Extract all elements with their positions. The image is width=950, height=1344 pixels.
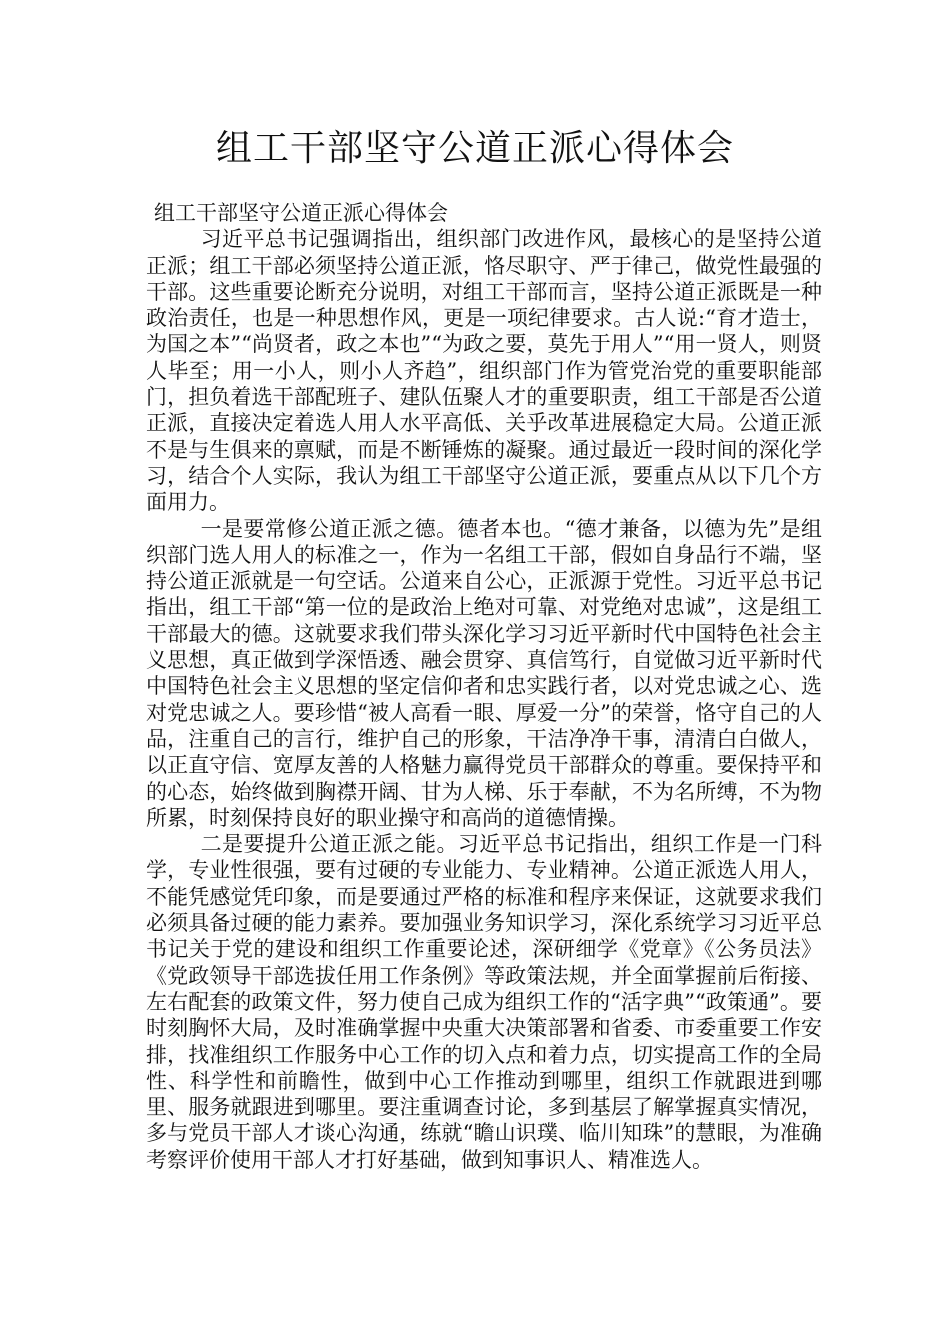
paragraph-intro: 习近平总书记强调指出，组织部门改进作风，最核心的是坚持公道正派；组工干部必须坚持公道正派，恪尽职守、严于律己，做党性最强的干部。这些重要论断充分说明，对组工干部而言，坚持公道正派既是一种政治责任，也是一种思想作风，更是一项纪律要求。古人说:“育才造士，为国之本”“尚贤者，政之本也”“为政之要，莫先于用人”“用一贤人，则贤人毕至；用一小人，则小人齐趋”，组织部门作为管党治党的重要职能部门，担负着选干部配班子、建队伍聚人才的重要职责，组工干部是否公道正派，直接决定着选人用人水平高低、关乎改革进展稳定大局。公道正派不是与生俱来的禀赋，而是不断锤炼的凝聚。通过最近一段时间的深化学习，结合个人实际，我认为组工干部坚守公道正派，要重点从以下几个方面用力。 [146, 227, 822, 515]
paragraph-virtue: 一是要常修公道正派之德。德者本也。“德才兼备，以德为先”是组织部门选人用人的标准之一，作为一名组工干部，假如自身品行不端，坚持公道正派就是一句空话。公道来自公心，正派源于党性。习近平总书记指出，组工干部“第一位的是政治上绝对可靠、对党绝对忠诚”，这是组工干部最大的德。这就要求我们带头深化学习习近平新时代中国特色社会主义思想，真正做到学深悟透、融会贯穿、真信笃行，自觉做习近平新时代中国特色社会主义思想的坚定信仰者和忠实践行者，以对党忠诚之心、选对党忠诚之人。要珍惜“被人高看一眼、厚爱一分”的荣誉，恪守自己的人品，注重自己的言行，维护自己的形象，干洁净净干事，清清白白做人，以正直守信、宽厚友善的人格魅力赢得党员干部群众的尊重。要保持平和的心态，始终做到胸襟开阔、甘为人梯、乐于奉献，不为名所缚，不为物所累，时刻保持良好的职业操守和高尚的道德情操。 [146, 516, 822, 830]
page-title: 组工干部坚守公道正派心得体会 [215, 128, 734, 169]
document-subtitle: 组工干部坚守公道正派心得体会 [154, 201, 448, 225]
paragraph-ability: 二是要提升公道正派之能。习近平总书记指出，组织工作是一门科学，专业性很强，要有过硬的专业能力、专业精神。公道正派选人用人，不能凭感觉凭印象，而是要通过严格的标准和程序来保证，这就要求我们必须具备过硬的能力素养。要加强业务知识学习，深化系统学习习近平总书记关于党的建设和组织工作重要论述，深研细学《党章》《公务员法》《党政领导干部选拔任用工作条例》等政策法规，并全面掌握前后衔接、左右配套的政策文件，努力使自己成为组织工作的“活字典”“政策通”。要时刻胸怀大局，及时准确掌握中央重大决策部署和省委、市委重要工作安排，找准组织工作服务中心工作的切入点和着力点，切实提高工作的全局性、科学性和前瞻性，做到中心工作推动到哪里，组织工作就跟进到哪里、服务就跟进到哪里。要注重调查讨论，多到基层了解掌握真实情况，多与党员干部人才谈心沟通，练就“瞻山识璞、临川知珠”的慧眼，为准确考察评价使用干部人才打好基础，做到知事识人、精准选人。 [146, 832, 822, 1172]
document-body [146, 200, 822, 1173]
